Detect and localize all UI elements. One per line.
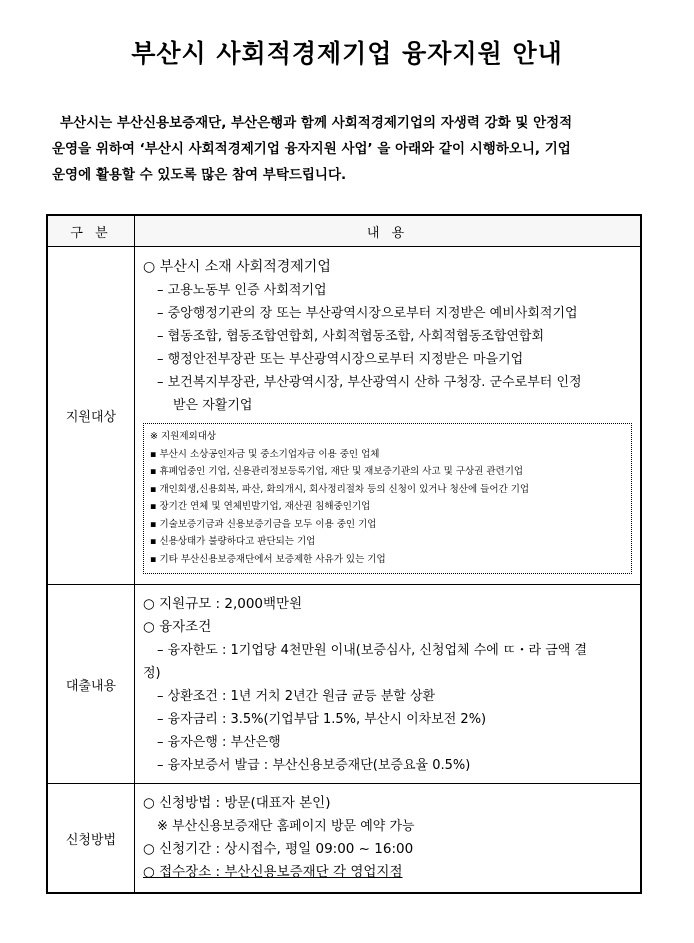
list-item: – 행정안전부장관 또는 부산광역시장으로부터 지정받은 마을기업	[157, 352, 524, 367]
header-category: 구 분	[47, 215, 135, 247]
exclusion-item: ▪ 기타 부산신용보증재단에서 보증제한 사유가 있는 기업	[150, 553, 386, 565]
apply-place: ○ 접수장소 : 부산신용보증재단 각 영업지점	[143, 864, 403, 880]
loan-limit: – 융자한도 : 1기업당 4천만원 이내(보증심사, 신청업체 수에 ㄸ・라 금액 결	[157, 643, 588, 658]
loan-guarantee: – 융자보증서 발급 : 부산신용보증재단(보증요율 0.5%)	[157, 758, 471, 773]
header-content: 내 용	[135, 215, 642, 247]
apply-method: ○ 신청방법 : 방문(대표자 본인)	[143, 795, 331, 811]
apply-period: ○ 신청기간 : 상시접수, 평일 09:00 ~ 16:00	[143, 841, 414, 857]
table-row-support-target	[47, 247, 641, 585]
list-item: – 협동조합, 협동조합연합회, 사회적협동조합, 사회적협동조합연합회	[157, 329, 545, 344]
apply-note: ※ 부산신용보증재단 홈페이지 방문 예약 가능	[157, 819, 415, 834]
exclusion-item: ▪ 부산시 소상공인자금 및 중소기업자금 이용 중인 업체	[150, 448, 380, 460]
loan-scale: ○ 지원규모 : 2,000백만원	[143, 596, 303, 612]
list-item: – 고용노동부 인증 사회적기업	[157, 283, 327, 298]
exclusion-item: ▪ 신용상태가 불량하다고 판단되는 기업	[150, 536, 316, 547]
loan-limit-continued: 정)	[143, 666, 161, 681]
exclusion-item: ▪ 장기간 연체 및 연체빈발기업, 재산권 침해중인기업	[150, 501, 371, 512]
exclusion-item: ▪ 기술보증기금과 신용보증기금을 모두 이용 중인 기업	[150, 518, 377, 530]
intro-line: 부산시는 부산신용보증재단, 부산은행과 함께 사회적경제기업의 자생력 강화 및 안정적	[60, 115, 573, 131]
exclusion-box	[143, 423, 632, 574]
exclusion-item: ▪ 개인회생,신용회복, 파산, 화의개시, 회사정리절차 등의 신청이 있거나 청산에 들어간 기업	[150, 483, 530, 495]
loan-repay: – 상환조건 : 1년 거치 2년간 원금 균등 분할 상환	[157, 689, 436, 704]
loan-conditions: ○ 융자조건	[143, 619, 212, 635]
exclusion-title: ※ 지원제외대상	[150, 431, 217, 442]
table-row-application	[47, 784, 641, 894]
loan-rate: – 융자금리 : 3.5%(기업부담 1.5%, 부산시 이차보전 2%)	[157, 712, 487, 727]
loan-bank: – 융자은행 : 부산은행	[157, 735, 281, 750]
list-item: – 보건복지부장관, 부산광역시장, 부산광역시 산하 구청장. 군수로부터 인정	[157, 375, 582, 390]
list-item: – 중앙행정기관의 장 또는 부산광역시장으로부터 지정받은 예비사회적기업	[157, 306, 578, 321]
table-header-row	[47, 215, 641, 247]
list-item-continued: 받은 자활기업	[173, 398, 253, 413]
row-label: 신청방법	[47, 784, 135, 894]
info-table	[46, 214, 642, 894]
intro-line: 운영을 위하여 ‘부산시 사회적경제기업 융자지원 사업’ 을 아래와 같이 시행하오니, 기업	[52, 141, 571, 157]
intro-paragraph	[52, 110, 642, 188]
exclusion-item: ▪ 휴폐업중인 기업, 신용관리정보등록기업, 재단 및 재보증기관의 사고 및 구상권 관련기업	[150, 466, 524, 477]
row-label: 지원대상	[47, 247, 135, 585]
table-row-loan-details	[47, 585, 641, 784]
row-label: 대출내용	[47, 585, 135, 784]
section-heading: ○ 부산시 소재 사회적경제기업	[143, 259, 331, 275]
page-title: 부산시 사회적경제기업 융자지원 안내	[131, 39, 563, 68]
intro-line: 운영에 활용할 수 있도록 많은 참여 부탁드립니다.	[52, 167, 347, 183]
